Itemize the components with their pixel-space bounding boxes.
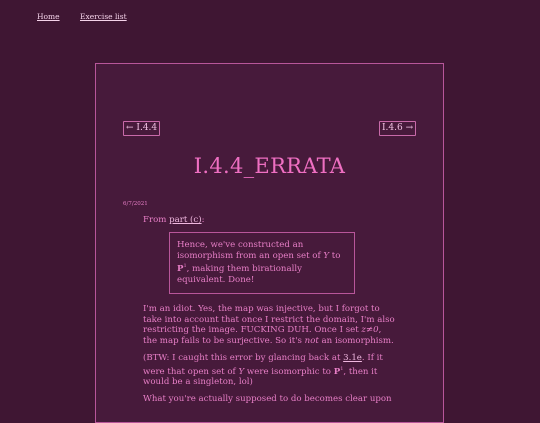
from-prefix: From	[143, 215, 170, 225]
p2-text-3: were isomorphic to	[244, 366, 334, 377]
quote-var-y: Y	[323, 250, 330, 261]
part-c-link[interactable]: part (c)	[169, 215, 202, 225]
p2-space-p: P	[333, 366, 341, 377]
top-nav	[37, 12, 145, 21]
quote-text-1: Hence, we've constructed an isomorphism from an open set of	[177, 239, 324, 261]
from-suffix: :	[201, 215, 205, 225]
from-line	[143, 215, 398, 226]
paragraph-1	[143, 304, 398, 347]
next-exercise-button[interactable]: I.4.6 →	[379, 121, 416, 136]
quote-text-3: , making them birationally equivalent. Done!	[177, 264, 302, 286]
p2-text-2: . If it were that open set of	[143, 353, 383, 377]
paragraph-3: What you're actually supposed to do becomes clear upon	[143, 394, 392, 405]
p1-emphasis: not	[304, 336, 319, 347]
p1-condition: z≠0	[361, 325, 379, 336]
quoted-block	[169, 232, 355, 294]
quote-text-2: to	[329, 250, 341, 261]
p2-exp: 1	[340, 365, 344, 372]
home-link[interactable]: Home	[37, 12, 60, 21]
paragraph-2	[143, 353, 398, 388]
p2-text-4: , then it would be a singleton, lol)	[143, 366, 378, 388]
prev-exercise-button[interactable]: ← I.4.4	[123, 121, 160, 136]
quote-space-p: P	[177, 264, 184, 275]
p1-text-3: an isomorphism.	[318, 336, 394, 347]
p1-text-1: I'm an idiot. Yes, the map was injective, but I forgot to take into account that once I restrict the domain, I'm also restricting the image. FUCKING DUH. Once I set	[143, 303, 395, 336]
post-body	[143, 215, 398, 411]
content-card	[95, 63, 444, 423]
page-title: I.4.4_ERRATA	[193, 154, 346, 178]
p2-var-y: Y	[238, 366, 245, 377]
ref-3-1e-link[interactable]: 3.1e	[343, 353, 362, 364]
quote-exp: 1	[183, 263, 187, 270]
post-date: 6/7/2021	[123, 201, 148, 207]
p1-text-2: , the map fails to be surjective. So it's	[143, 325, 382, 347]
p2-text-1: (BTW: I caught this error by glancing back at	[143, 353, 344, 364]
exercise-list-link[interactable]: Exercise list	[80, 12, 127, 21]
